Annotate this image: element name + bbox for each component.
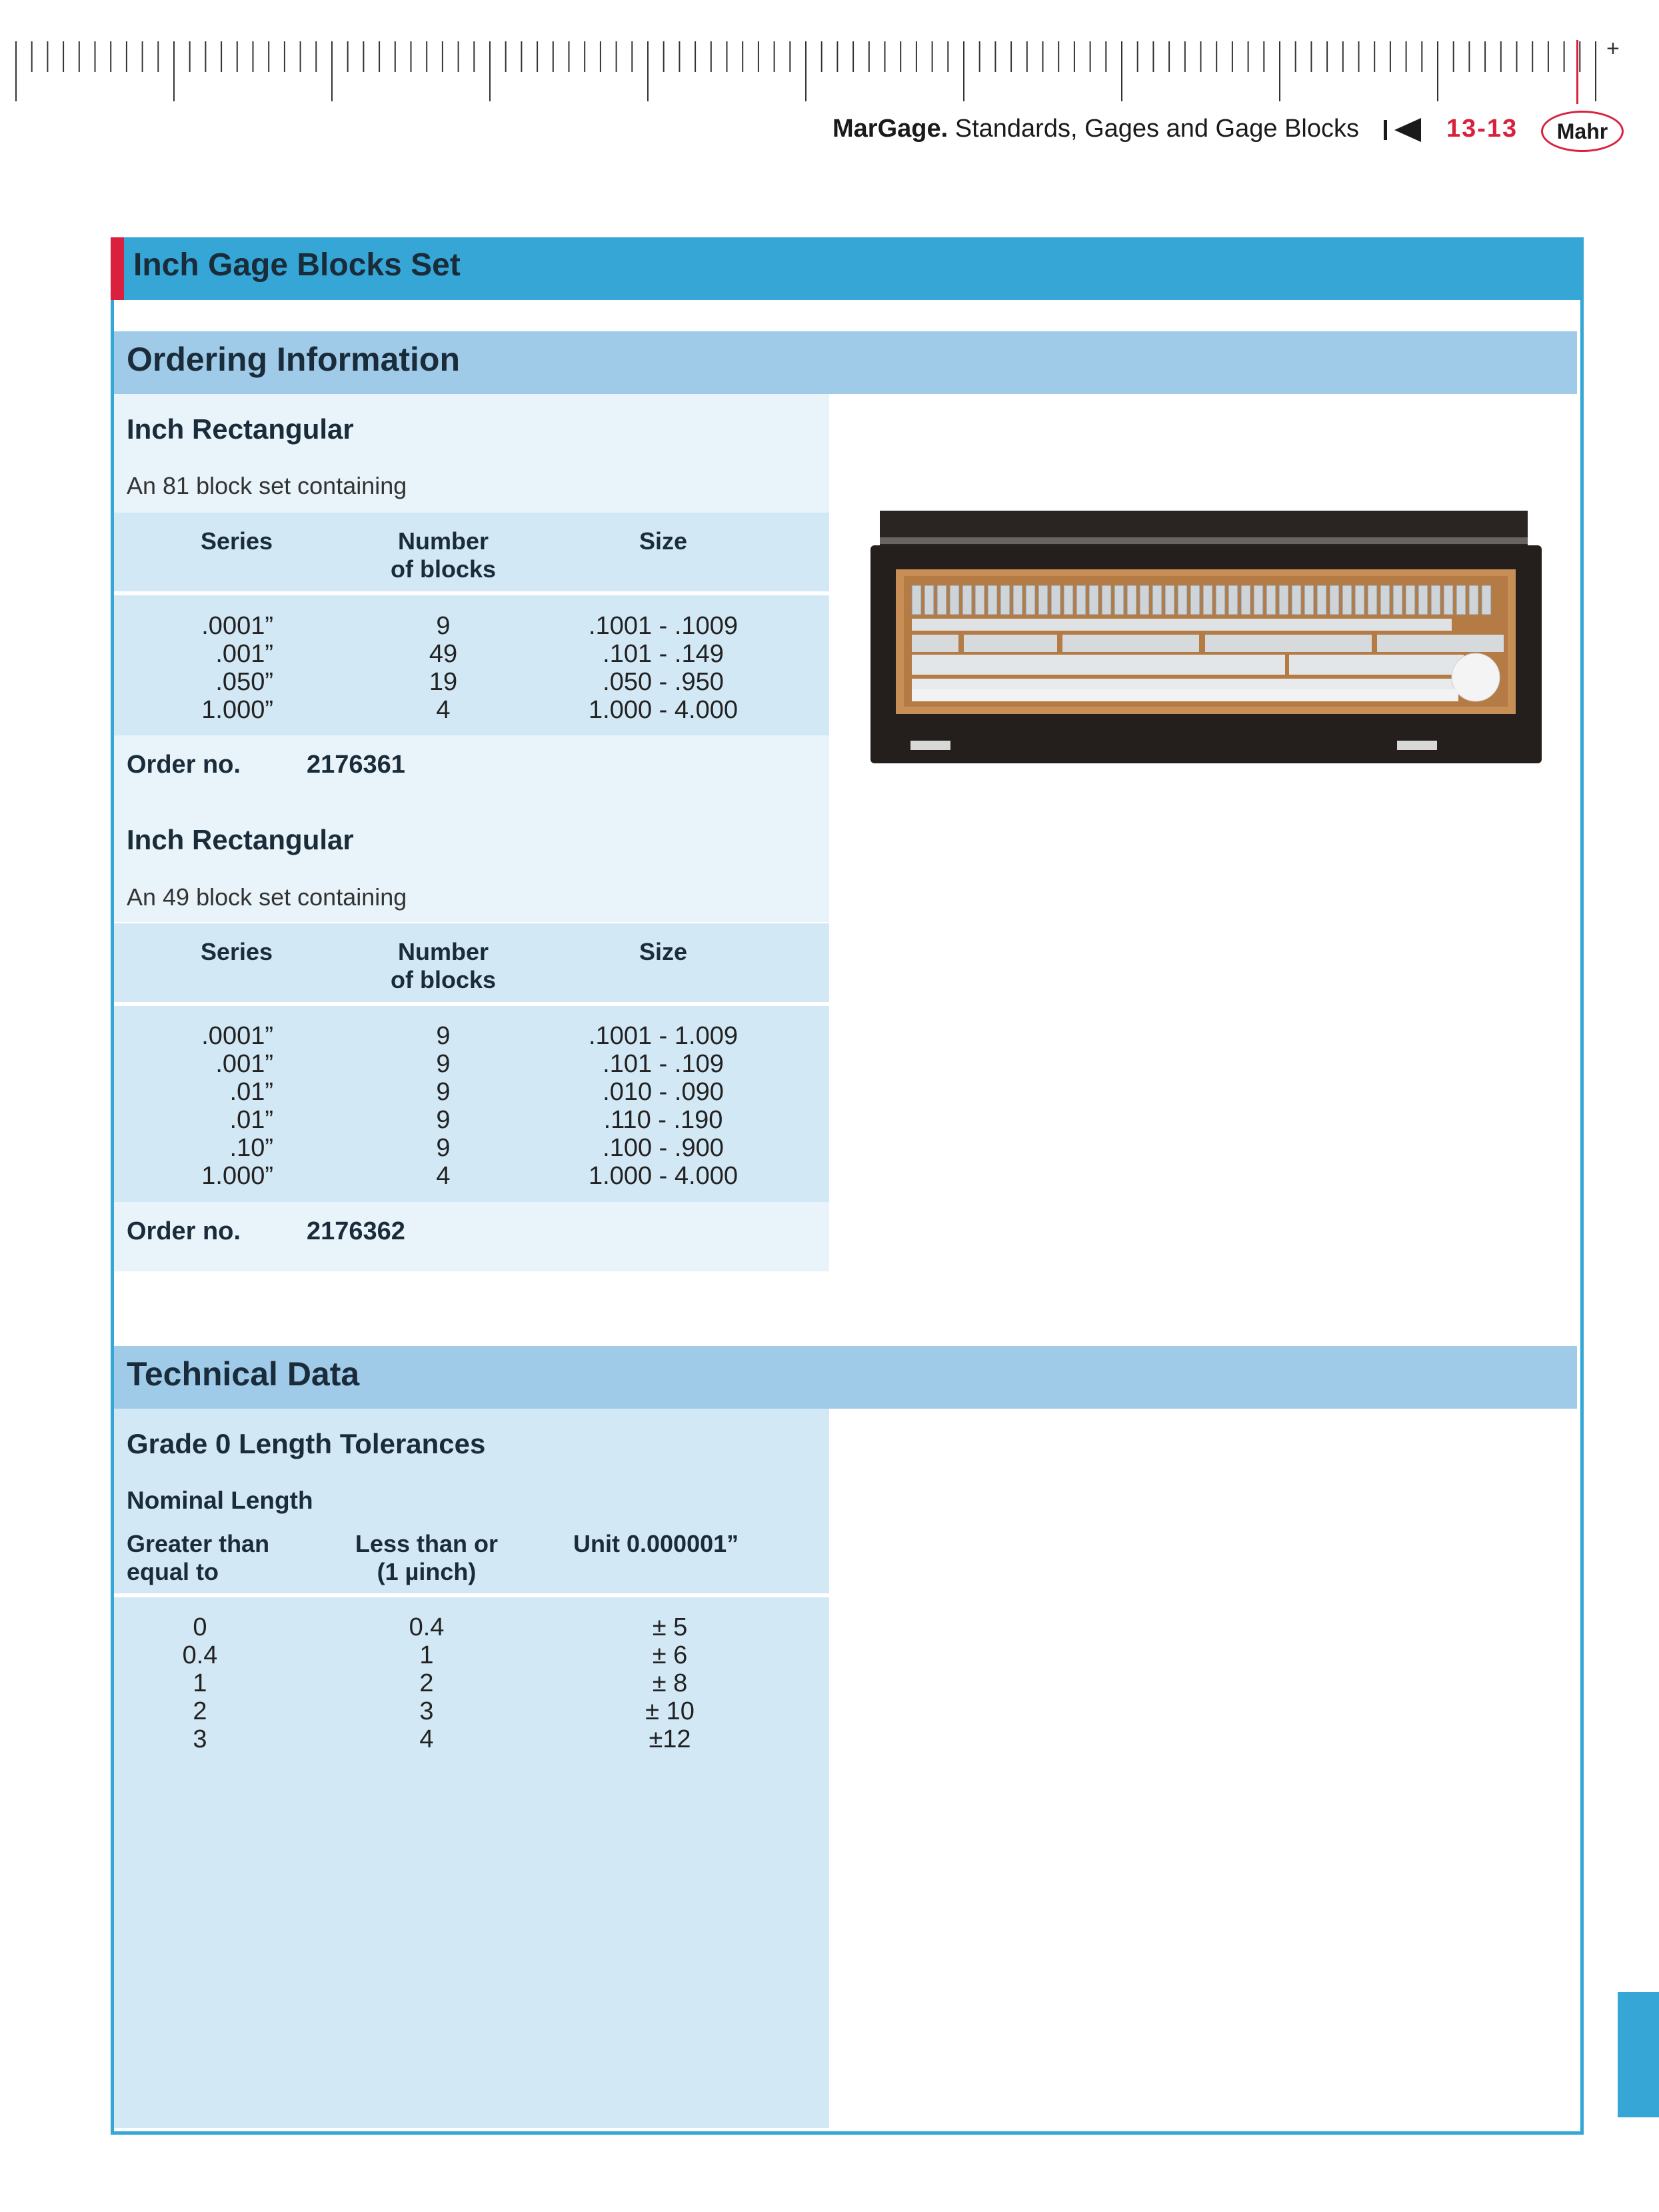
table-cell: 9 bbox=[436, 1022, 451, 1050]
gage-block bbox=[1190, 585, 1200, 615]
table-cell: .010 - .090 bbox=[603, 1078, 724, 1106]
gage-block bbox=[1089, 585, 1098, 615]
table-cell: .101 - .109 bbox=[603, 1050, 724, 1078]
page-title: Inch Gage Blocks Set bbox=[133, 247, 461, 283]
gage-block bbox=[1064, 585, 1073, 615]
set2-number-column bbox=[400, 1022, 487, 1190]
less-than-column bbox=[393, 1613, 460, 1753]
gage-block bbox=[1254, 585, 1263, 615]
set1-number-column bbox=[400, 612, 487, 724]
gage-block bbox=[1114, 585, 1124, 615]
gage-block bbox=[975, 585, 984, 615]
gage-block bbox=[1152, 585, 1162, 615]
gage-block bbox=[1330, 585, 1339, 615]
table-cell: ± 8 bbox=[652, 1669, 688, 1697]
gage-block bbox=[1165, 585, 1174, 615]
gage-block-set-photo bbox=[870, 511, 1542, 767]
col-greater-than: Greater than equal to bbox=[127, 1530, 270, 1585]
gage-block bbox=[1342, 585, 1352, 615]
table-cell: 9 bbox=[436, 1078, 451, 1106]
order-label: Order no. bbox=[127, 751, 241, 779]
table-cell: 4 bbox=[419, 1725, 434, 1753]
gage-block bbox=[1013, 585, 1022, 615]
table-cell: .1001 - 1.009 bbox=[589, 1022, 738, 1050]
title-red-marker bbox=[111, 237, 124, 300]
crop-ruler bbox=[0, 0, 1600, 107]
table-cell: 9 bbox=[436, 1106, 451, 1134]
nominal-length-label: Nominal Length bbox=[127, 1487, 313, 1514]
technical-separator bbox=[114, 1593, 829, 1597]
red-rule bbox=[1576, 40, 1578, 104]
set2-col-series: Series bbox=[200, 938, 273, 965]
table-cell: 0 bbox=[193, 1613, 207, 1641]
set2-size-column bbox=[560, 1022, 767, 1190]
gage-block bbox=[1444, 585, 1453, 615]
table-cell: 2 bbox=[193, 1697, 207, 1725]
gage-block bbox=[1482, 585, 1491, 615]
table-cell: 1.000 - 4.000 bbox=[589, 1162, 738, 1190]
tolerance-column bbox=[623, 1613, 717, 1753]
table-cell: 1 bbox=[419, 1641, 434, 1669]
table-cell: 19 bbox=[429, 668, 458, 696]
table-cell: .01” bbox=[229, 1106, 273, 1134]
ordering-heading: Ordering Information bbox=[127, 341, 460, 378]
gage-block bbox=[1266, 585, 1276, 615]
table-cell: 1.000” bbox=[201, 696, 273, 724]
col-unit: Unit 0.000001” bbox=[573, 1530, 739, 1557]
set1-title: Inch Rectangular bbox=[127, 413, 354, 445]
table-cell: 0.4 bbox=[182, 1641, 218, 1669]
gage-block bbox=[1000, 585, 1010, 615]
gage-block bbox=[924, 585, 934, 615]
table-cell: 1.000 - 4.000 bbox=[589, 696, 738, 724]
gage-block bbox=[1393, 585, 1402, 615]
order-value: 2176361 bbox=[307, 751, 405, 779]
set1-col-size: Size bbox=[639, 527, 688, 555]
table-cell: .050” bbox=[215, 668, 273, 696]
gage-block bbox=[912, 585, 921, 615]
order-label: Order no. bbox=[127, 1217, 241, 1245]
set1-col-number: Number of blocks bbox=[390, 527, 497, 583]
table-cell: ± 5 bbox=[652, 1613, 688, 1641]
table-cell: .001” bbox=[215, 1050, 273, 1078]
table-cell: ±12 bbox=[649, 1725, 691, 1753]
gage-block bbox=[1038, 585, 1048, 615]
table-cell: .0001” bbox=[201, 612, 273, 640]
set2-series-column bbox=[173, 1022, 273, 1190]
gage-block bbox=[1026, 585, 1035, 615]
set2-title: Inch Rectangular bbox=[127, 824, 354, 855]
table-cell: .100 - .900 bbox=[603, 1134, 724, 1162]
technical-heading: Technical Data bbox=[127, 1355, 360, 1393]
set2-col-size: Size bbox=[639, 938, 688, 965]
gage-block bbox=[1203, 585, 1212, 615]
gage-block bbox=[1228, 585, 1238, 615]
set1-series-column bbox=[173, 612, 273, 724]
tolerance-subtitle: Grade 0 Length Tolerances bbox=[127, 1428, 486, 1459]
table-cell: 4 bbox=[436, 1162, 451, 1190]
table-cell: .01” bbox=[229, 1078, 273, 1106]
gage-block bbox=[1317, 585, 1326, 615]
gage-block bbox=[1418, 585, 1428, 615]
table-cell: .101 - .149 bbox=[603, 640, 724, 668]
gage-block bbox=[1368, 585, 1377, 615]
gage-block bbox=[1127, 585, 1136, 615]
table-cell: .050 - .950 bbox=[603, 668, 724, 696]
running-header bbox=[832, 115, 1359, 143]
gage-block bbox=[1216, 585, 1225, 615]
gage-block bbox=[1292, 585, 1301, 615]
mahr-logo bbox=[1541, 111, 1624, 152]
set2-col-number: Number of blocks bbox=[390, 938, 497, 993]
table-cell: .1001 - .1009 bbox=[589, 612, 738, 640]
table-cell: 1.000” bbox=[201, 1162, 273, 1190]
table-cell: .10” bbox=[229, 1134, 273, 1162]
technical-panel bbox=[114, 1409, 829, 2128]
table-cell: 3 bbox=[419, 1697, 434, 1725]
gage-block bbox=[1456, 585, 1466, 615]
nav-bar-icon bbox=[1384, 120, 1387, 140]
set1-description: An 81 block set containing bbox=[127, 472, 407, 499]
gage-block bbox=[1178, 585, 1187, 615]
table-cell: 9 bbox=[436, 612, 451, 640]
gage-block bbox=[1241, 585, 1250, 615]
table-cell: 2 bbox=[419, 1669, 434, 1697]
set2-order-number bbox=[127, 1217, 405, 1246]
gage-block bbox=[1406, 585, 1415, 615]
gage-block bbox=[1355, 585, 1364, 615]
table-cell: 0.4 bbox=[409, 1613, 445, 1641]
gage-block bbox=[1304, 585, 1314, 615]
set1-order-number bbox=[127, 751, 405, 779]
table-cell: 1 bbox=[193, 1669, 207, 1697]
set2-description: An 49 block set containing bbox=[127, 883, 407, 911]
gage-block bbox=[1380, 585, 1390, 615]
gage-block bbox=[1140, 585, 1149, 615]
table-cell: 9 bbox=[436, 1050, 451, 1078]
gage-block bbox=[962, 585, 972, 615]
gage-block bbox=[1102, 585, 1111, 615]
gage-block bbox=[1279, 585, 1288, 615]
order-value: 2176362 bbox=[307, 1217, 405, 1245]
table-cell: .001” bbox=[215, 640, 273, 668]
header-title: Standards, Gages and Gage Blocks bbox=[954, 115, 1359, 143]
set1-col-series: Series bbox=[200, 527, 273, 555]
brand-name: MarGage. bbox=[832, 115, 948, 143]
col-less-than: Less than or (1 µinch) bbox=[355, 1530, 499, 1585]
chapter-tab[interactable] bbox=[1618, 1992, 1659, 2117]
table-cell: 3 bbox=[193, 1725, 207, 1753]
table-cell: 4 bbox=[436, 696, 451, 724]
gage-block bbox=[1469, 585, 1478, 615]
registration-mark-icon: + bbox=[1606, 36, 1620, 61]
gage-block bbox=[988, 585, 997, 615]
gage-block bbox=[1076, 585, 1086, 615]
back-arrow-icon[interactable] bbox=[1394, 118, 1421, 142]
table-cell: ± 10 bbox=[645, 1697, 695, 1725]
gage-block bbox=[1051, 585, 1060, 615]
gage-block bbox=[950, 585, 959, 615]
greater-than-column bbox=[167, 1613, 233, 1753]
table-cell: .0001” bbox=[201, 1022, 273, 1050]
gage-block bbox=[937, 585, 946, 615]
table-cell: ± 6 bbox=[652, 1641, 688, 1669]
table-cell: .110 - .190 bbox=[603, 1106, 723, 1134]
gage-block bbox=[1431, 585, 1440, 615]
logo-text: Mahr bbox=[1556, 119, 1608, 143]
page-number: 13-13 bbox=[1446, 115, 1518, 143]
set1-size-column bbox=[560, 612, 767, 724]
table-cell: 9 bbox=[436, 1134, 451, 1162]
table-cell: 49 bbox=[429, 640, 458, 668]
